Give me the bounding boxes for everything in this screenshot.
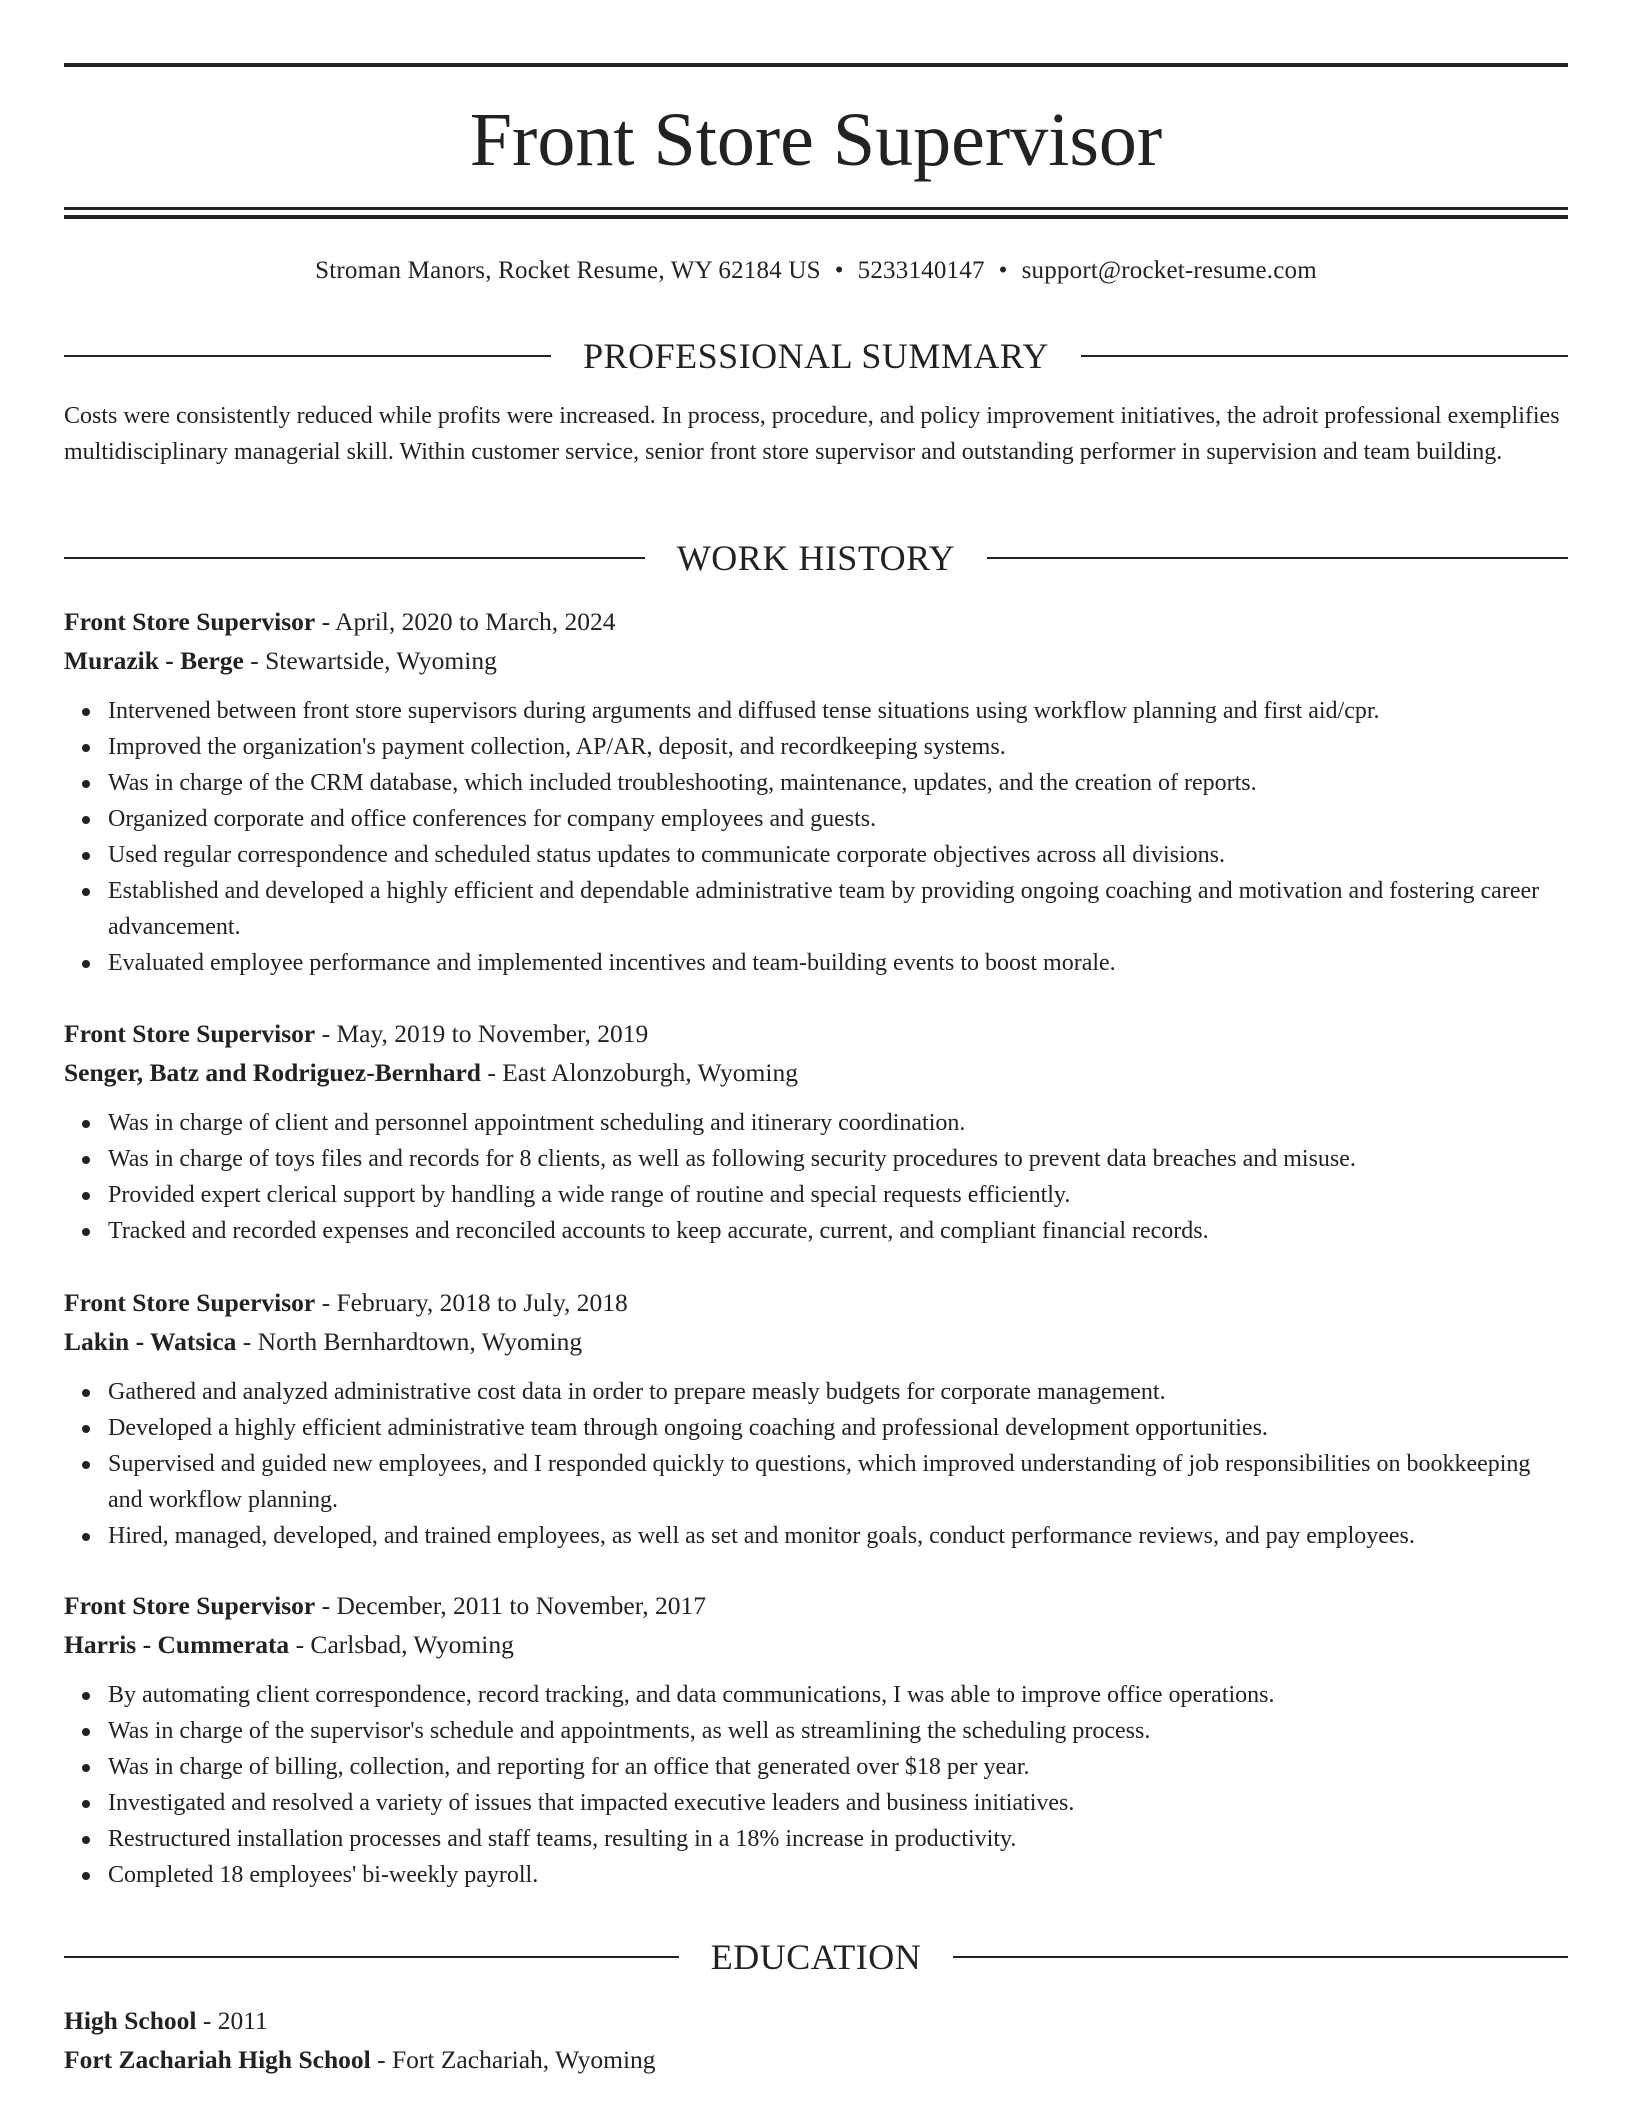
job-company: Lakin - Watsica <box>64 1327 237 1356</box>
resume-title: Front Store Supervisor <box>469 98 1163 182</box>
job-bullet: Restructured installation processes and staff teams, resulting in a 18% increase in productivity. <box>108 1821 1568 1857</box>
section-heading-summary <box>64 334 1568 378</box>
job-location: - East Alonzoburgh, Wyoming <box>480 1058 798 1087</box>
job-dates: - April, 2020 to March, 2024 <box>315 607 616 636</box>
job-bullet: Was in charge of toys files and records for 8 clients, as well as following security procedures to prevent data breaches and misuse. <box>108 1141 1568 1177</box>
job-title: Front Store Supervisor <box>64 1288 316 1317</box>
section-title: PROFESSIONAL SUMMARY <box>583 336 1049 376</box>
job-bullets <box>64 1374 1568 1554</box>
heading-rule <box>64 355 551 357</box>
job-title-row <box>64 1283 1568 1322</box>
job-location: - North Bernhardtown, Wyoming <box>236 1327 583 1356</box>
job-title-row <box>64 602 1568 641</box>
job-dates: - May, 2019 to November, 2019 <box>315 1019 649 1048</box>
job-bullet: Established and developed a highly efficient and dependable administrative team by providing ongoing coaching and motivation and fostering career advancement. <box>108 873 1568 945</box>
separator-dot: • <box>834 257 844 284</box>
job-bullet: Hired, managed, developed, and trained employees, as well as set and monitor goals, conduct performance reviews, and pay employees. <box>108 1518 1568 1554</box>
job-company-row <box>64 1053 1568 1092</box>
job-bullet: Evaluated employee performance and implemented incentives and team-building events to boost morale. <box>108 945 1568 981</box>
contact-phone: 5233140147 <box>857 257 985 284</box>
job-company: Senger, Batz and Rodriguez-Bernhard <box>64 1058 481 1087</box>
job-entry <box>64 1586 1568 1893</box>
job-location: - Carlsbad, Wyoming <box>289 1630 514 1659</box>
job-location: - Stewartside, Wyoming <box>243 646 497 675</box>
top-rule <box>64 63 1568 67</box>
contact-email: support@rocket-resume.com <box>1021 257 1317 284</box>
job-entry <box>64 1283 1568 1554</box>
education-entry <box>64 2001 1568 2079</box>
job-bullet: Was in charge of the supervisor's schedule and appointments, as well as streamlining the scheduling process. <box>108 1713 1568 1749</box>
job-bullet: Used regular correspondence and scheduled status updates to communicate corporate objectives across all divisions. <box>108 837 1568 873</box>
job-bullet: Completed 18 employees' bi-weekly payroll. <box>108 1857 1568 1893</box>
heading-rule <box>987 557 1568 559</box>
job-bullet: Was in charge of client and personnel appointment scheduling and itinerary coordination. <box>108 1105 1568 1141</box>
section-title: WORK HISTORY <box>676 538 956 578</box>
job-dates: - December, 2011 to November, 2017 <box>315 1591 706 1620</box>
education-school-row <box>64 2040 1568 2079</box>
heading-rule <box>64 1956 679 1958</box>
separator-dot: • <box>998 257 1008 284</box>
education-degree-row <box>64 2001 1568 2040</box>
summary-text: Costs were consistently reduced while profits were increased. In process, procedure, and policy improvement initiatives, the adroit professional exemplifies multidisciplinary managerial skill. Within customer service, senior front store supervisor and outstanding performer in supervision and team building. <box>64 403 1560 465</box>
job-bullet: Improved the organization's payment collection, AP/AR, deposit, and recordkeeping systems. <box>108 729 1568 765</box>
job-title: Front Store Supervisor <box>64 607 316 636</box>
job-company-row <box>64 1625 1568 1664</box>
job-bullet: Was in charge of the CRM database, which included troubleshooting, maintenance, updates, and the creation of reports. <box>108 765 1568 801</box>
job-bullet: Developed a highly efficient administrative team through ongoing coaching and professional development opportunities. <box>108 1410 1568 1446</box>
job-bullet: Gathered and analyzed administrative cost data in order to prepare measly budgets for corporate management. <box>108 1374 1568 1410</box>
job-entry <box>64 602 1568 981</box>
job-company-row <box>64 1322 1568 1361</box>
title-double-rule <box>64 207 1568 219</box>
section-heading-work-history <box>64 536 1568 580</box>
job-dates: - February, 2018 to July, 2018 <box>315 1288 628 1317</box>
job-company: Murazik - Berge <box>64 646 244 675</box>
job-bullets <box>64 693 1568 981</box>
job-bullet: Investigated and resolved a variety of issues that impacted executive leaders and business initiatives. <box>108 1785 1568 1821</box>
job-bullets <box>64 1105 1568 1249</box>
contact-address: Stroman Manors, Rocket Resume, WY 62184 US <box>315 257 821 284</box>
job-bullet: Was in charge of billing, collection, and reporting for an office that generated over $18 per year. <box>108 1749 1568 1785</box>
education-school: Fort Zachariah High School <box>64 2045 371 2074</box>
job-title: Front Store Supervisor <box>64 1591 316 1620</box>
heading-rule <box>64 557 645 559</box>
job-bullet: By automating client correspondence, record tracking, and data communications, I was able to improve office operations. <box>108 1677 1568 1713</box>
contact-line <box>64 253 1568 289</box>
job-bullet: Intervened between front store supervisors during arguments and diffused tense situations using workflow planning and first aid/cpr. <box>108 693 1568 729</box>
job-bullets <box>64 1677 1568 1893</box>
heading-rule <box>1081 355 1568 357</box>
job-bullet: Tracked and recorded expenses and reconciled accounts to keep accurate, current, and compliant financial records. <box>108 1213 1568 1249</box>
education-degree: High School <box>64 2006 197 2035</box>
job-title-row <box>64 1014 1568 1053</box>
job-company: Harris - Cummerata <box>64 1630 290 1659</box>
job-bullet: Organized corporate and office conferences for company employees and guests. <box>108 801 1568 837</box>
job-company-row <box>64 641 1568 680</box>
job-bullet: Supervised and guided new employees, and I responded quickly to questions, which improved understanding of job responsibilities on bookkeeping and workflow planning. <box>108 1446 1568 1518</box>
education-location: - Fort Zachariah, Wyoming <box>370 2045 656 2074</box>
job-entry <box>64 1014 1568 1249</box>
job-title: Front Store Supervisor <box>64 1019 316 1048</box>
job-title-row <box>64 1586 1568 1625</box>
heading-rule <box>953 1956 1568 1958</box>
section-title: EDUCATION <box>710 1937 922 1977</box>
section-heading-education <box>64 1935 1568 1979</box>
education-year: - 2011 <box>196 2006 268 2035</box>
job-bullet: Provided expert clerical support by handling a wide range of routine and special requests efficiently. <box>108 1177 1568 1213</box>
